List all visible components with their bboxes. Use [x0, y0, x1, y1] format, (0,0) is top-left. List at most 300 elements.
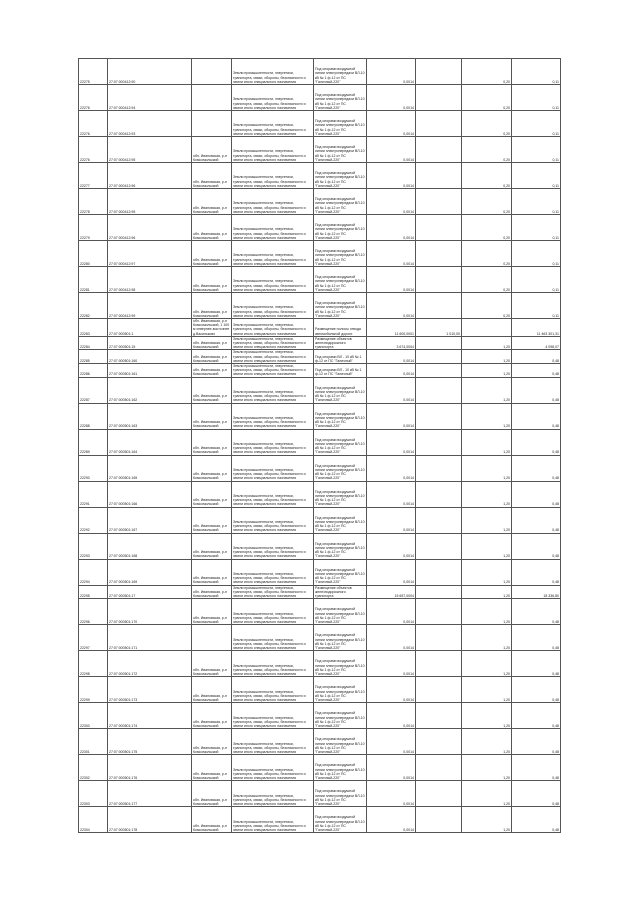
tax-amount-cell: 0,11	[512, 267, 561, 293]
tax-amount-cell: 0,48	[512, 429, 561, 455]
area-cell: 0,0014	[367, 377, 416, 403]
rate-cell: 0,20	[462, 215, 512, 241]
tax-amount-cell: 0,48	[512, 350, 561, 364]
area-cell: 0,0014	[367, 137, 416, 163]
cadastral-number-cell: 27:07:000412:99	[108, 293, 192, 319]
table-row	[79, 625, 561, 651]
row-number-cell: 22290	[79, 455, 108, 481]
tax-amount-cell: 0,48	[512, 364, 561, 378]
cadastral-value-cell	[416, 429, 462, 455]
area-cell: 0,0014	[367, 293, 416, 319]
land-category-cell: Земли промышленности, энергетики, транспорта, связи, обороны, безопасности и земли иного специального назначения	[232, 507, 314, 533]
tax-amount-cell: 0,11	[512, 293, 561, 319]
table-row	[79, 807, 561, 833]
permitted-use-cell: Под опорами воздушной линии электропередачи ВЛ-10 кВ № 1 ф-12 от ПС "Галичный-220"	[314, 85, 367, 111]
permitted-use-cell: Под опорами воздушной линии электропередачи ВЛ-10 кВ № 1 ф-12 от ПС "Галичный-220"	[314, 781, 367, 807]
tax-amount-cell: 0,48	[512, 599, 561, 625]
row-number-cell: 22304	[79, 807, 108, 833]
land-category-cell: Земли промышленности, энергетики, транспорта, связи, обороны, безопасности и земли иного специального назначения	[232, 377, 314, 403]
area-cell: 0,0014	[367, 755, 416, 781]
row-number-cell: 22291	[79, 481, 108, 507]
rate-cell: 0,20	[462, 85, 512, 111]
address-cell: обл. Ивановская, р-н Комсомольский	[192, 755, 232, 781]
permitted-use-cell: Под опорами воздушной линии электропередачи ВЛ-10 кВ № 1 ф-12 от ПС "Галичный-220"	[314, 481, 367, 507]
table-row	[79, 781, 561, 807]
table-row	[79, 364, 561, 378]
tax-amount-cell: 18 336,80	[512, 585, 561, 599]
table-row	[79, 651, 561, 677]
cadastral-value-cell	[416, 585, 462, 599]
tax-amount-cell: 0,48	[512, 559, 561, 585]
rate-cell: 1,20	[462, 364, 512, 378]
cadastral-value-cell	[416, 507, 462, 533]
cadastral-number-cell: 27:07:000501:171	[108, 625, 192, 651]
cadastral-number-cell: 27:07:000501:162	[108, 377, 192, 403]
rate-cell: 1,20	[462, 336, 512, 350]
permitted-use-cell: Под опорами воздушной линии электропередачи ВЛ-10 кВ № 1 ф-12 от ПС "Галичный-220"	[314, 755, 367, 781]
table-row	[79, 85, 561, 111]
cadastral-value-cell	[416, 807, 462, 833]
address-cell: обл. Ивановская, р-н Комсомольский	[192, 781, 232, 807]
table-row	[79, 677, 561, 703]
rate-cell: 0,20	[462, 293, 512, 319]
land-category-cell: Земли промышленности, энергетики, транспорта, связи, обороны, безопасности и земли иного специального назначения	[232, 336, 314, 350]
area-cell: 0,0014	[367, 507, 416, 533]
address-cell: обл. Ивановская, р-н Комсомольский	[192, 293, 232, 319]
row-number-cell: 22298	[79, 651, 108, 677]
cadastral-number-cell: 27:07:000412:96	[108, 163, 192, 189]
address-cell: обл. Ивановская, р-н Комсомольский	[192, 533, 232, 559]
address-cell	[192, 111, 232, 137]
cadastral-value-cell	[416, 481, 462, 507]
address-cell: обл. Ивановская, р-н Комсомольский	[192, 481, 232, 507]
land-category-cell: Земли промышленности, энергетики, транспорта, связи, обороны, безопасности и земли иного специального назначения	[232, 319, 314, 337]
land-category-cell: Земли промышленности, энергетики, транспорта, связи, обороны, безопасности и земли иного специального назначения	[232, 111, 314, 137]
rate-cell: 0,20	[462, 137, 512, 163]
table-row	[79, 585, 561, 599]
rate-cell: 1,20	[462, 807, 512, 833]
address-cell: обл. Ивановская, р-н Комсомольский	[192, 189, 232, 215]
rate-cell: 1,20	[462, 377, 512, 403]
tax-amount-cell: 0,48	[512, 533, 561, 559]
cadastral-number-cell: 27:07:000501:166	[108, 481, 192, 507]
cadastral-value-cell	[416, 350, 462, 364]
rate-cell: 1,20	[462, 455, 512, 481]
table-row	[79, 455, 561, 481]
cadastral-number-cell: 27:07:000501:170	[108, 599, 192, 625]
land-category-cell: Земли промышленности, энергетики, транспорта, связи, обороны, безопасности и земли иного специального назначения	[232, 137, 314, 163]
address-cell: обл. Ивановская, р-н Комсомольский	[192, 241, 232, 267]
table-row	[79, 403, 561, 429]
row-number-cell: 22285	[79, 350, 108, 364]
area-cell: 0,0014	[367, 455, 416, 481]
table-row	[79, 481, 561, 507]
cadastral-number-cell: 27:07:000501:163	[108, 403, 192, 429]
table-row	[79, 319, 561, 337]
land-category-cell: Земли промышленности, энергетики, транспорта, связи, обороны, безопасности и земли иного специального назначения	[232, 729, 314, 755]
permitted-use-cell: Под опорами воздушной линии электропередачи ВЛ-10 кВ № 1 ф-12 от ПС "Галичный-220"	[314, 215, 367, 241]
tax-amount-cell: 0,48	[512, 651, 561, 677]
rate-cell: 0,20	[462, 189, 512, 215]
area-cell: 0,0014	[367, 163, 416, 189]
cadastral-value-cell	[416, 559, 462, 585]
land-category-cell: Земли промышленности, энергетики, транспорта, связи, обороны, безопасности и земли иного специального назначения	[232, 429, 314, 455]
permitted-use-cell: Под опорами воздушной линии электропередачи ВЛ-10 кВ № 1 ф-12 от ПС "Галичный-220"	[314, 651, 367, 677]
area-cell: 0,0014	[367, 807, 416, 833]
address-cell: обл. Ивановская, р-н Комсомольский	[192, 559, 232, 585]
permitted-use-cell: Под опорами воздушной линии электропередачи ВЛ-10 кВ № 1 ф-12 от ПС "Галичный-220"	[314, 677, 367, 703]
rate-cell: 1,20	[462, 703, 512, 729]
land-category-cell: Земли промышленности, энергетики, транспорта, связи, обороны, безопасности и земли иного специального назначения	[232, 241, 314, 267]
area-cell: 3 674,0004	[367, 336, 416, 350]
tax-amount-cell: 0,11	[512, 137, 561, 163]
row-number-cell: 22303	[79, 781, 108, 807]
tax-amount-cell: 0,48	[512, 703, 561, 729]
address-cell: обл. Ивановская, р-н Комсомольский	[192, 599, 232, 625]
address-cell: обл. Ивановская, р-н Комсомольский	[192, 703, 232, 729]
tax-amount-cell: 11 463 301,31	[512, 319, 561, 337]
tax-amount-cell: 0,11	[512, 85, 561, 111]
cadastral-value-cell	[416, 455, 462, 481]
area-cell: 0,0014	[367, 599, 416, 625]
tax-amount-cell: 0,11	[512, 241, 561, 267]
row-number-cell: 22302	[79, 755, 108, 781]
address-cell: обл. Ивановская, р-н Комсомольский	[192, 729, 232, 755]
cadastral-number-cell: 27:07:000501:169	[108, 559, 192, 585]
cadastral-number-cell: 27:07:000501:1	[108, 319, 192, 337]
row-number-cell: 22282	[79, 293, 108, 319]
cadastral-value-cell	[416, 677, 462, 703]
permitted-use-cell: Под опорами ВЛ - 10 кВ № 1 ф-12 от ПС "Галичный"	[314, 364, 367, 378]
row-number-cell: 22280	[79, 241, 108, 267]
address-cell: обл. Ивановская, р-н Комсомольский	[192, 403, 232, 429]
table-row	[79, 336, 561, 350]
tax-amount-cell: 0,48	[512, 755, 561, 781]
cadastral-value-cell	[416, 59, 462, 85]
permitted-use-cell: Под опорами воздушной линии электропередачи ВЛ-10 кВ № 1 ф-12 от ПС "Галичный-220"	[314, 625, 367, 651]
permitted-use-cell: Под опорами воздушной линии электропередачи ВЛ-10 кВ № 1 ф-12 от ПС "Галичный-220"	[314, 807, 367, 833]
land-category-cell: Земли промышленности, энергетики, транспорта, связи, обороны, безопасности и земли иного специального назначения	[232, 807, 314, 833]
address-cell: обл. Ивановская, р-н Комсомольский	[192, 163, 232, 189]
table-row	[79, 599, 561, 625]
cadastral-number-cell: 27:07:000412:90	[108, 59, 192, 85]
area-cell: 0,0014	[367, 189, 416, 215]
row-number-cell: 22295	[79, 585, 108, 599]
cadastral-number-cell: 27:07:000501:176	[108, 755, 192, 781]
cadastral-value-cell	[416, 189, 462, 215]
land-category-cell: Земли промышленности, энергетики, транспорта, связи, обороны, безопасности и земли иного специального назначения	[232, 163, 314, 189]
rate-cell: 1,20	[462, 559, 512, 585]
cadastral-number-cell: 27:07:000501:178	[108, 807, 192, 833]
land-category-cell: Земли промышленности, энергетики, транспорта, связи, обороны, безопасности и земли иного специального назначения	[232, 455, 314, 481]
tax-amount-cell: 0,48	[512, 781, 561, 807]
permitted-use-cell: Под опорами воздушной линии электропередачи ВЛ-10 кВ № 1 ф-12 от ПС "Галичный-220"	[314, 507, 367, 533]
area-cell: 0,0014	[367, 677, 416, 703]
table-row	[79, 350, 561, 364]
cadastral-number-cell: 27:07:000501:160	[108, 350, 192, 364]
row-number-cell: 22276	[79, 137, 108, 163]
tax-amount-cell: 0,11	[512, 215, 561, 241]
address-cell: обл. Ивановская, р-н Комсомольский	[192, 350, 232, 364]
permitted-use-cell: Под опорами воздушной линии электропередачи ВЛ-10 кВ № 1 ф-12 от ПС "Галичный-220"	[314, 377, 367, 403]
address-cell	[192, 85, 232, 111]
address-cell: обл. Ивановская, р-н Комсомольский	[192, 267, 232, 293]
address-cell	[192, 625, 232, 651]
cadastral-number-cell: 27:07:000501:165	[108, 455, 192, 481]
table-row	[79, 703, 561, 729]
permitted-use-cell: Под опорами воздушной линии электропередачи ВЛ-10 кВ № 1 ф-12 от ПС "Галичный-220"	[314, 455, 367, 481]
tax-amount-cell: 0,48	[512, 807, 561, 833]
tax-amount-cell: 0,48	[512, 507, 561, 533]
address-cell	[192, 59, 232, 85]
rate-cell: 0,20	[462, 241, 512, 267]
cadastral-number-cell: 27:07:000412:95	[108, 137, 192, 163]
land-category-cell: Земли промышленности, энергетики, транспорта, связи, обороны, безопасности и земли иного специального назначения	[232, 189, 314, 215]
row-number-cell: 22301	[79, 729, 108, 755]
rate-cell: 1,20	[462, 755, 512, 781]
land-category-cell: Земли промышленности, энергетики, транспорта, связи, обороны, безопасности и земли иного специального назначения	[232, 215, 314, 241]
cadastral-value-cell	[416, 625, 462, 651]
cadastral-number-cell: 27:07:000501:164	[108, 429, 192, 455]
tax-amount-cell: 0,11	[512, 163, 561, 189]
land-category-cell: Земли промышленности, энергетики, транспорта, связи, обороны, безопасности и земли иного специального назначения	[232, 403, 314, 429]
permitted-use-cell: Под опорами воздушной линии электропередачи ВЛ-10 кВ № 1 ф-12 от ПС "Галичный-220"	[314, 429, 367, 455]
land-category-cell: Земли промышленности, энергетики, транспорта, связи, обороны, безопасности и земли иного специального назначения	[232, 703, 314, 729]
address-cell: обл. Ивановская, р-н Комсомольский	[192, 364, 232, 378]
rate-cell: 1,20	[462, 429, 512, 455]
address-cell: обл. Ивановская, р-н Комсомольский	[192, 336, 232, 350]
land-category-cell: Земли промышленности, энергетики, транспорта, связи, обороны, безопасности и земли иного специального назначения	[232, 267, 314, 293]
row-number-cell: 22286	[79, 364, 108, 378]
tax-amount-cell: 0,48	[512, 677, 561, 703]
row-number-cell: 22276	[79, 111, 108, 137]
tax-amount-cell: 0,48	[512, 403, 561, 429]
table-row	[79, 429, 561, 455]
permitted-use-cell: Под опорами воздушной линии электропередачи ВЛ-10 кВ № 1 ф-12 от ПС "Галичный-220"	[314, 163, 367, 189]
area-cell: 0,0014	[367, 241, 416, 267]
area-cell: 0,0014	[367, 729, 416, 755]
rate-cell: 1,20	[462, 585, 512, 599]
cadastral-value-cell	[416, 111, 462, 137]
cadastral-value-cell	[416, 215, 462, 241]
row-number-cell: 22288	[79, 403, 108, 429]
table-row	[79, 293, 561, 319]
rate-cell: 1,20	[462, 599, 512, 625]
land-category-cell: Земли промышленности, энергетики, транспорта, связи, обороны, безопасности и земли иного специального назначения	[232, 755, 314, 781]
cadastral-value-cell	[416, 241, 462, 267]
land-category-cell: Земли промышленности, энергетики, транспорта, связи, обороны, безопасности и земли иного специального назначения	[232, 781, 314, 807]
area-cell: 0,0014	[367, 364, 416, 378]
cadastral-value-cell	[416, 703, 462, 729]
cadastral-value-cell	[416, 293, 462, 319]
cadastral-number-cell: 27:07:000412:97	[108, 241, 192, 267]
table-row	[79, 507, 561, 533]
cadastral-value-cell	[416, 364, 462, 378]
permitted-use-cell: Под опорами воздушной линии электропередачи ВЛ-10 кВ № 1 ф-12 от ПС "Галичный-220"	[314, 241, 367, 267]
cadastral-number-cell: 27:07:000412:96	[108, 215, 192, 241]
cadastral-value-cell	[416, 599, 462, 625]
cadastral-value-cell	[416, 533, 462, 559]
table-row	[79, 111, 561, 137]
land-category-cell: Земли промышленности, энергетики, транспорта, связи, обороны, безопасности и земли иного специального назначения	[232, 533, 314, 559]
area-cell: 0,0014	[367, 267, 416, 293]
area-cell: 0,0014	[367, 403, 416, 429]
table-row	[79, 189, 561, 215]
area-cell: 0,0014	[367, 429, 416, 455]
table-row	[79, 241, 561, 267]
cadastral-value-cell	[416, 336, 462, 350]
cadastral-number-cell: 27:07:000412:95	[108, 189, 192, 215]
rate-cell: 1,20	[462, 481, 512, 507]
table-row	[79, 729, 561, 755]
area-cell: 0,0014	[367, 59, 416, 85]
cadastral-value-cell	[416, 377, 462, 403]
table-body	[79, 59, 561, 833]
permitted-use-cell: Под опорами воздушной линии электропередачи ВЛ-10 кВ № 1 ф-12 от ПС "Галичный-220"	[314, 189, 367, 215]
row-number-cell: 22299	[79, 677, 108, 703]
cadastral-value-cell	[416, 85, 462, 111]
area-cell: 0,0014	[367, 85, 416, 111]
address-cell: обл. Ивановская, р-н Комсомольский	[192, 215, 232, 241]
land-category-cell: Земли промышленности, энергетики, транспорта, связи, обороны, безопасности и земли иного специального назначения	[232, 364, 314, 378]
cadastral-number-cell: 27:07:000501:173	[108, 677, 192, 703]
permitted-use-cell: Под опорами воздушной линии электропередачи ВЛ-10 кВ № 1 ф-12 от ПС "Галичный-220"	[314, 293, 367, 319]
address-cell: обл. Ивановская, р-н Комсомольский, 1 100 м севернее-восточнее д.Васильково	[192, 319, 232, 337]
row-number-cell: 22279	[79, 215, 108, 241]
land-category-cell: Земли промышленности, энергетики, транспорта, связи, обороны, безопасности и земли иного специального назначения	[232, 599, 314, 625]
area-cell: 0,0014	[367, 651, 416, 677]
tax-amount-cell: 0,11	[512, 111, 561, 137]
rate-cell: 1,20	[462, 781, 512, 807]
table-row	[79, 215, 561, 241]
rate-cell: 0,20	[462, 59, 512, 85]
row-number-cell: 22296	[79, 599, 108, 625]
rate-cell: 1,20	[462, 350, 512, 364]
area-cell: 11 600,0001	[367, 319, 416, 337]
tax-amount-cell: 0,48	[512, 481, 561, 507]
tax-amount-cell: 0,48	[512, 729, 561, 755]
area-cell: 0,0014	[367, 625, 416, 651]
cadastral-value-cell	[416, 403, 462, 429]
row-number-cell: 22276	[79, 85, 108, 111]
rate-cell: 1,20	[462, 651, 512, 677]
row-number-cell: 22281	[79, 267, 108, 293]
cadastral-number-cell: 27:07:000501:161	[108, 364, 192, 378]
row-number-cell: 22284	[79, 336, 108, 350]
land-category-cell: Земли промышленности, энергетики, транспорта, связи, обороны, безопасности и земли иного специального назначения	[232, 350, 314, 364]
permitted-use-cell: Размещение объектов железнодорожного транспорта	[314, 336, 367, 350]
table-row	[79, 267, 561, 293]
tax-amount-cell: 0,11	[512, 59, 561, 85]
address-cell: обл. Ивановская, р-н Комсомольский	[192, 137, 232, 163]
permitted-use-cell: Под опорами воздушной линии электропередачи ВЛ-10 кВ № 1 ф-12 от ПС "Галичный-220"	[314, 59, 367, 85]
land-registry-table	[78, 58, 561, 833]
permitted-use-cell: Под опорами воздушной линии электропередачи ВЛ-10 кВ № 1 ф-12 от ПС "Галичный-220"	[314, 111, 367, 137]
permitted-use-cell: Под опорами воздушной линии электропередачи ВЛ-10 кВ № 1 ф-12 от ПС "Галичный-220"	[314, 599, 367, 625]
rate-cell: 1,20	[462, 533, 512, 559]
tax-amount-cell: 0,48	[512, 377, 561, 403]
table-row	[79, 533, 561, 559]
cadastral-value-cell	[416, 781, 462, 807]
permitted-use-cell: Под опорами ВЛ - 10 кВ № 1 ф-12 от ПС "Галичный"	[314, 350, 367, 364]
tax-amount-cell: 4 098,07	[512, 336, 561, 350]
area-cell: 0,0014	[367, 533, 416, 559]
land-category-cell: Земли промышленности, энергетики, транспорта, связи, обороны, безопасности и земли иного специального назначения	[232, 559, 314, 585]
address-cell: обл. Ивановская, р-н Комсомольский	[192, 807, 232, 833]
rate-cell: 1,20	[462, 625, 512, 651]
cadastral-value-cell	[416, 163, 462, 189]
tax-amount-cell: 0,48	[512, 455, 561, 481]
permitted-use-cell: Под опорами воздушной линии электропередачи ВЛ-10 кВ № 1 ф-12 от ПС "Галичный-220"	[314, 729, 367, 755]
cadastral-number-cell: 27:07:000501:167	[108, 507, 192, 533]
cadastral-number-cell: 27:07:000501:17	[108, 585, 192, 599]
rate-cell: 0,20	[462, 267, 512, 293]
row-number-cell: 22292	[79, 507, 108, 533]
address-cell: обл. Ивановская, р-н Комсомольский	[192, 507, 232, 533]
address-cell: обл. Ивановская, р-н Комсомольский	[192, 651, 232, 677]
land-category-cell: Земли промышленности, энергетики, транспорта, связи, обороны, безопасности и земли иного специального назначения	[232, 625, 314, 651]
cadastral-value-cell: 1 010,00	[416, 319, 462, 337]
rate-cell: 1,20	[462, 729, 512, 755]
cadastral-number-cell: 27:07:000501:174	[108, 703, 192, 729]
address-cell: обл. Ивановская, р-н Комсомольский	[192, 455, 232, 481]
address-cell: обл. Ивановская, р-н Комсомольский	[192, 429, 232, 455]
area-cell: 0,0014	[367, 703, 416, 729]
permitted-use-cell: Под опорами воздушной линии электропередачи ВЛ-10 кВ № 1 ф-12 от ПС "Галичный-220"	[314, 403, 367, 429]
row-number-cell: 22294	[79, 559, 108, 585]
cadastral-number-cell: 27:07:000501:177	[108, 781, 192, 807]
row-number-cell: 22278	[79, 189, 108, 215]
row-number-cell: 22297	[79, 625, 108, 651]
land-category-cell: Земли промышленности, энергетики, транспорта, связи, обороны, безопасности и земли иного специального назначения	[232, 651, 314, 677]
rate-cell: 1,20	[462, 403, 512, 429]
permitted-use-cell: Размещение объектов железнодорожного транспорта	[314, 585, 367, 599]
cadastral-value-cell	[416, 651, 462, 677]
table-row	[79, 377, 561, 403]
row-number-cell: 22293	[79, 533, 108, 559]
permitted-use-cell: Под опорами воздушной линии электропередачи ВЛ-10 кВ № 1 ф-12 от ПС "Галичный-220"	[314, 267, 367, 293]
land-category-cell: Земли промышленности, энергетики, транспорта, связи, обороны, безопасности и земли иного специального назначения	[232, 85, 314, 111]
cadastral-value-cell	[416, 755, 462, 781]
table-row	[79, 59, 561, 85]
land-category-cell: Земли промышленности, энергетики, транспорта, связи, обороны, безопасности и земли иного специального назначения	[232, 481, 314, 507]
land-category-cell: Земли промышленности, энергетики, транспорта, связи, обороны, безопасности и земли иного специального назначения	[232, 677, 314, 703]
row-number-cell: 22277	[79, 163, 108, 189]
row-number-cell: 22283	[79, 319, 108, 337]
table-row	[79, 755, 561, 781]
area-cell: 0,0014	[367, 481, 416, 507]
rate-cell: 0,20	[462, 163, 512, 189]
permitted-use-cell: Под опорами воздушной линии электропередачи ВЛ-10 кВ № 1 ф-12 от ПС "Галичный-220"	[314, 533, 367, 559]
table-row	[79, 137, 561, 163]
land-category-cell: Земли промышленности, энергетики, транспорта, связи, обороны, безопасности и земли иного специального назначения	[232, 59, 314, 85]
cadastral-number-cell: 27:07:000412:98	[108, 267, 192, 293]
cadastral-number-cell: 27:07:000501:172	[108, 651, 192, 677]
cadastral-value-cell	[416, 267, 462, 293]
cadastral-value-cell	[416, 137, 462, 163]
table-row	[79, 559, 561, 585]
cadastral-number-cell: 27:07:000501:168	[108, 533, 192, 559]
table-row	[79, 163, 561, 189]
address-cell: обл. Ивановская, р-н Комсомольский	[192, 585, 232, 599]
permitted-use-cell: Размещение полосы отвода автомобильной дороги	[314, 319, 367, 337]
row-number-cell: 22287	[79, 377, 108, 403]
cadastral-number-cell: 27:07:000501:175	[108, 729, 192, 755]
area-cell: 0,0014	[367, 215, 416, 241]
permitted-use-cell: Под опорами воздушной линии электропередачи ВЛ-10 кВ № 1 ф-12 от ПС "Галичный-220"	[314, 559, 367, 585]
cadastral-number-cell: 27:07:000412:94	[108, 85, 192, 111]
row-number-cell: 22300	[79, 703, 108, 729]
